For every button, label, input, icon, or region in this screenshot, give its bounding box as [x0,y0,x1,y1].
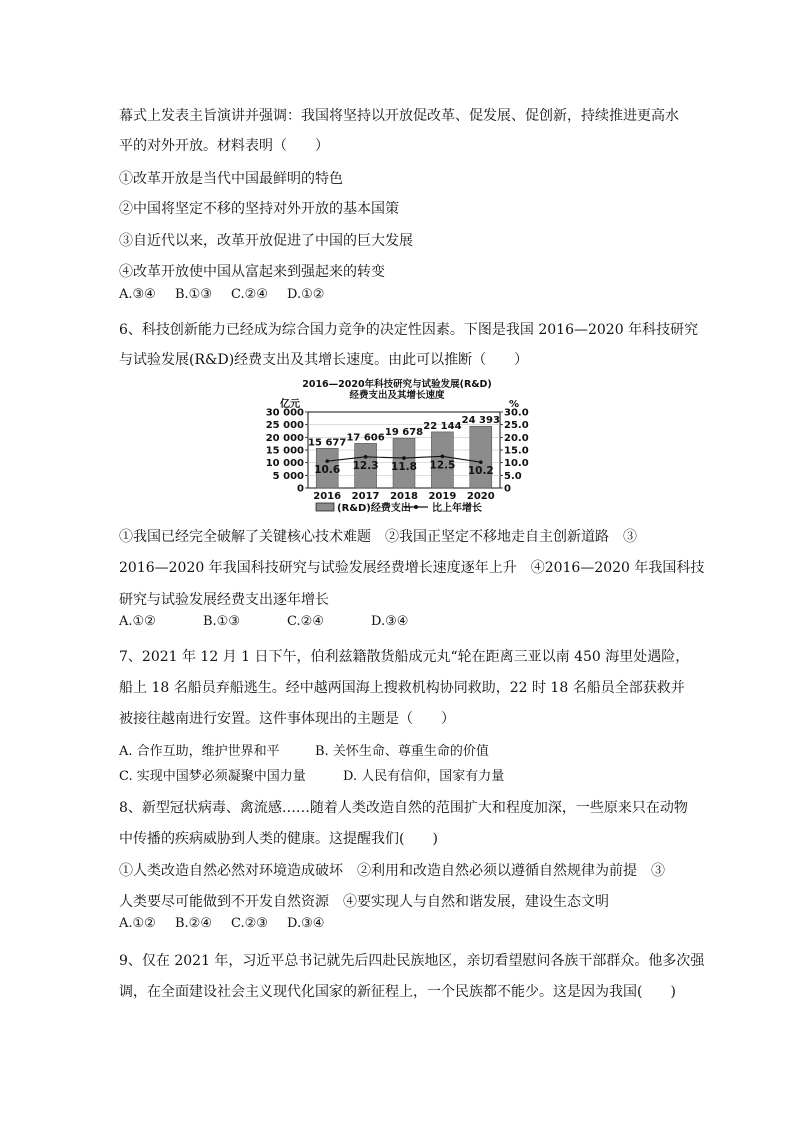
right-tick-label: 10.0 [504,458,529,470]
q5-option-c: C.②④ [231,287,268,302]
q5-options [119,287,324,302]
chart-title-line2: 经费支出及其增长速度 [349,390,445,401]
growth-value-label: 10.2 [467,465,494,478]
q6-item-line2: 2016—2020 年我国科技研究与试验发展经费增长速度逐年上升 ④2016—2020 年我国科技 [119,560,705,576]
legend [316,501,482,514]
q8-option-b: B.②④ [175,916,212,931]
growth-point [325,459,329,463]
q9-stem-line2: 调，在全面建设社会主义现代化国家的新征程上，一个民族都不能少。这是因为我国( ) [119,984,676,1000]
right-axis-ticks [500,408,529,495]
q8-option-d: D.③④ [287,916,325,931]
q5-item-1: ①改革开放是当代中国最鲜明的特色 [119,171,343,187]
q6-option-b: B.①③ [203,614,240,629]
legend-line-label: 比上年增长 [432,503,482,514]
q6-item-line3: 研究与试验发展经费支出逐年增长 [119,592,329,608]
q6-option-a: A.①② [119,614,156,629]
q7-stem-line1: 7、2021 年 12 月 1 日下午，伯利兹籍散货船成元丸“轮在距离三亚以南 450 海里处遇险， [119,649,690,665]
left-tick-label: 30 000 [265,407,304,419]
left-tick-label: 0 [297,483,304,495]
bar-value-label: 24 393 [461,415,500,427]
q6-item-line1: ①我国已经完全破解了关键核心技术难题 ②我国正坚定不移地走自主创新道路 ③ [119,529,637,545]
q7-options-row1 [119,740,489,759]
x-tick-label: 2017 [351,491,380,502]
q7-options-row2 [119,765,504,784]
q5-option-a: A.③④ [119,287,156,302]
left-axis-unit: 亿元 [280,399,300,410]
q6-stem-line2: 与试验发展(R&D)经费支出及其增长速度。由此可以推断（ ） [119,352,529,368]
left-tick-label: 15 000 [265,445,304,457]
q9-stem-line1: 9、仅在 2021 年，习近平总书记就先后四赴民族地区，亲切看望慰问各族干部群众。他多次强 [119,953,705,969]
q7-option-b: B. 关怀生命、尊重生命的价值 [315,744,489,759]
right-tick-label: 30.0 [504,407,529,419]
q5-option-b: B.①③ [175,287,212,302]
bar-value-label: 17 606 [346,432,385,444]
q5-stem-line1: 幕式上发表主旨演讲并强调：我国将坚持以开放促改革、促发展、促创新，持续推进更高水 [119,108,679,124]
bar [467,426,494,488]
x-axis-ticks [313,491,494,502]
q6-option-d: D.③④ [371,614,409,629]
growth-value-label: 10.6 [314,464,341,477]
right-tick-label: 5.0 [504,470,522,482]
rd-expenditure-chart [262,376,532,518]
bar-value-label: 22 144 [423,420,462,432]
q8-options [119,916,324,931]
legend-bar-label: (R&D)经费支出 [337,503,411,514]
q8-stem-line1: 8、新型冠状病毒、禽流感……随着人类改造自然的范围扩大和程度加深，一些原来只在动物 [119,800,688,816]
q7-stem-line2: 船上 18 名船员弃船逃生。经中越两国海上搜救机构协同救助，22 时 18 名船员全部获救并 [119,680,685,696]
chart-title-line1: 2016—2020年科技研究与试验发展(R&D) [302,379,492,390]
q5-item-2: ②中国将坚定不移的坚持对外开放的基本国策 [119,201,399,217]
left-axis-ticks [266,408,308,495]
growth-point [402,456,406,460]
growth-value-label: 11.8 [391,461,417,474]
q8-option-c: C.②③ [231,916,268,931]
q8-item-line2: 人类要尽可能做到不开发自然资源 ④要实现人与自然和谐发展，建设生态文明 [119,894,609,910]
q7-option-a: A. 合作互助，维护世界和平 [119,744,280,759]
legend-line-marker [414,505,418,509]
right-tick-label: 20.0 [504,432,529,444]
bar-value-label: 19 678 [384,427,424,439]
right-tick-label: 0 [504,483,511,495]
q5-option-d: D.①② [287,287,325,302]
growth-value-label: 12.3 [352,459,379,472]
x-tick-label: 2016 [313,491,342,502]
q8-item-line1: ①人类改造自然必然对环境造成破坏 ②利用和改造自然必须以遵循自然规律为前提 ③ [119,863,665,879]
legend-bar-swatch [316,503,334,511]
growth-value-label: 12.5 [429,459,456,472]
left-tick-label: 5 000 [272,470,304,482]
left-tick-label: 20 000 [265,432,304,444]
x-tick-label: 2018 [390,491,418,502]
q5-item-4: ④改革开放使中国从富起来到强起来的转变 [119,264,385,280]
growth-point [364,455,368,459]
right-axis-unit: % [509,399,520,410]
growth-point [479,460,483,464]
left-tick-label: 10 000 [265,458,304,470]
right-tick-label: 25.0 [504,420,529,432]
q7-option-d: D. 人民有信仰，国家有力量 [343,769,505,784]
bar-value-label: 15 677 [308,437,347,449]
q6-options [119,614,408,629]
q7-option-c: C. 实现中国梦必须凝聚中国力量 [119,769,306,784]
q8-option-a: A.①② [119,916,156,931]
x-tick-label: 2020 [466,491,495,502]
q7-stem-line3: 被接往越南进行安置。这件事体现出的主题是（ ） [119,711,455,727]
q5-item-3: ③自近代以来，改革开放促进了中国的巨大发展 [119,233,413,249]
q5-stem-line2: 平的对外开放。材料表明（ ） [119,138,329,154]
left-tick-label: 25 000 [265,420,304,432]
q6-stem-line1: 6、科技创新能力已经成为综合国力竞争的决定性因素。下图是我国 2016—2020 年科技研究 [119,322,699,338]
q6-option-c: C.②④ [287,614,324,629]
growth-point [441,455,445,459]
x-tick-label: 2019 [428,491,457,502]
q8-stem-line2: 中传播的疾病威胁到人类的健康。这提醒我们( ) [119,831,438,847]
right-tick-label: 15.0 [504,445,529,457]
